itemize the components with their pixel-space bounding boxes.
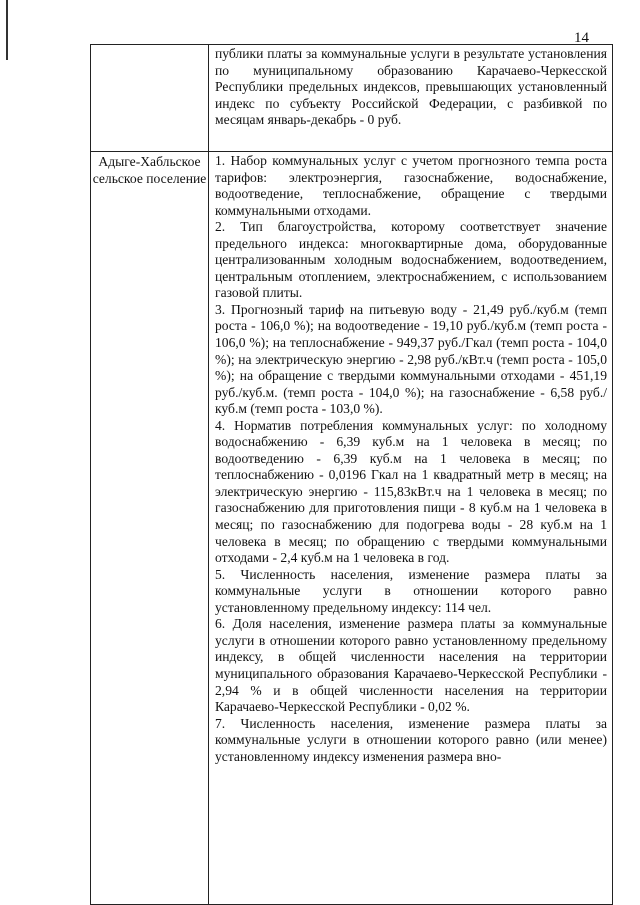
content-cell bbox=[209, 45, 613, 152]
paragraph-item-7: 7. Численность населения, изменение размера платы за коммунальные услуги в отношении которого равно (или менее) установленному индексу изменения размера вно- bbox=[215, 715, 607, 764]
paragraph-item-4: 4. Норматив потребления коммунальных услуг: по холодному водоснабжению - 6,39 куб.м на 1 человека в месяц; по водоотведению - 6,39 куб.м на 1 человека в месяц; по теплоснабжению - 0,0196 Гкал на 1 квадратный метр в месяц; на электрическую энергию - 115,83кВт.ч на 1 человека в месяц; по газоснабжению для приготовления пищи - 8 куб.м на 1 человека в месяц; по газоснабжению для подогрева воды - 28 куб.м на 1 человека в месяц; по обращению с твердыми коммунальными отходами - 2,4 куб.м на 1 человека в год. bbox=[215, 417, 607, 566]
municipality-cell bbox=[91, 45, 209, 152]
paragraph-item-5: 5. Численность населения, изменение размера платы за коммунальные услуги в отношении которого равно установленному предельному индексу: 114 чел. bbox=[215, 566, 607, 615]
paragraph: публики платы за коммунальные услуги в результате установления по муниципальному образованию Карачаево-Черкесской Республики предельных индексов, превышающих установленный индекс по субъекту Российской Федерации, с разбивкой по месяцам январь-декабрь - 0 руб. bbox=[215, 46, 607, 128]
paragraph-item-6: 6. Доля населения, изменение размера платы за коммунальные услуги в отношении которого равно установленному предельному индексу, в общей численности населения на территории муниципального образования Карачаево-Черкесской Республики - 2,94 % и в общей численности населения на территории Карачаево-Черкесской Республики - 0,02 %. bbox=[215, 616, 607, 715]
table-row bbox=[91, 45, 613, 152]
paragraph-item-1: 1. Набор коммунальных услуг с учетом прогнозного темпа роста тарифов: электроэнергия, газоснабжение, водоснабжение, водоотведение, теплоснабжение, обращение с твердыми коммунальными отходами. bbox=[215, 153, 607, 218]
document-table bbox=[90, 44, 613, 905]
municipality-cell bbox=[91, 152, 209, 905]
municipality-name: Адыге-Хабльское сельское поселение bbox=[92, 154, 207, 186]
scan-edge-mark bbox=[6, 0, 8, 60]
table-row bbox=[91, 152, 613, 905]
paragraph-item-2: 2. Тип благоустройства, которому соответствует значение предельного индекса: многоквартирные дома, оборудованные централизованным холодным водоснабжением, водоотведением, центральным отоплением, электроснабжением, с использованием газовой плиты. bbox=[215, 219, 607, 301]
content-cell bbox=[209, 152, 613, 905]
paragraph-item-3: 3. Прогнозный тариф на питьевую воду - 21,49 руб./куб.м (темп роста - 106,0 %); на водоотведение - 19,10 руб./куб.м (темп роста - 106,0 %); на теплоснабжение - 949,37 руб./Гкал (темп роста - 104,0 %); на электрическую энергию - 2,98 руб./кВт.ч (темп роста - 105,0 %); на обращение с твердыми коммунальными отходами - 451,19 руб./куб.м. (темп роста - 104,0 %); на газоснабжение - 6,58 руб./куб.м (темп роста - 103,0 %). bbox=[215, 301, 607, 417]
page-number: 14 bbox=[574, 30, 589, 46]
